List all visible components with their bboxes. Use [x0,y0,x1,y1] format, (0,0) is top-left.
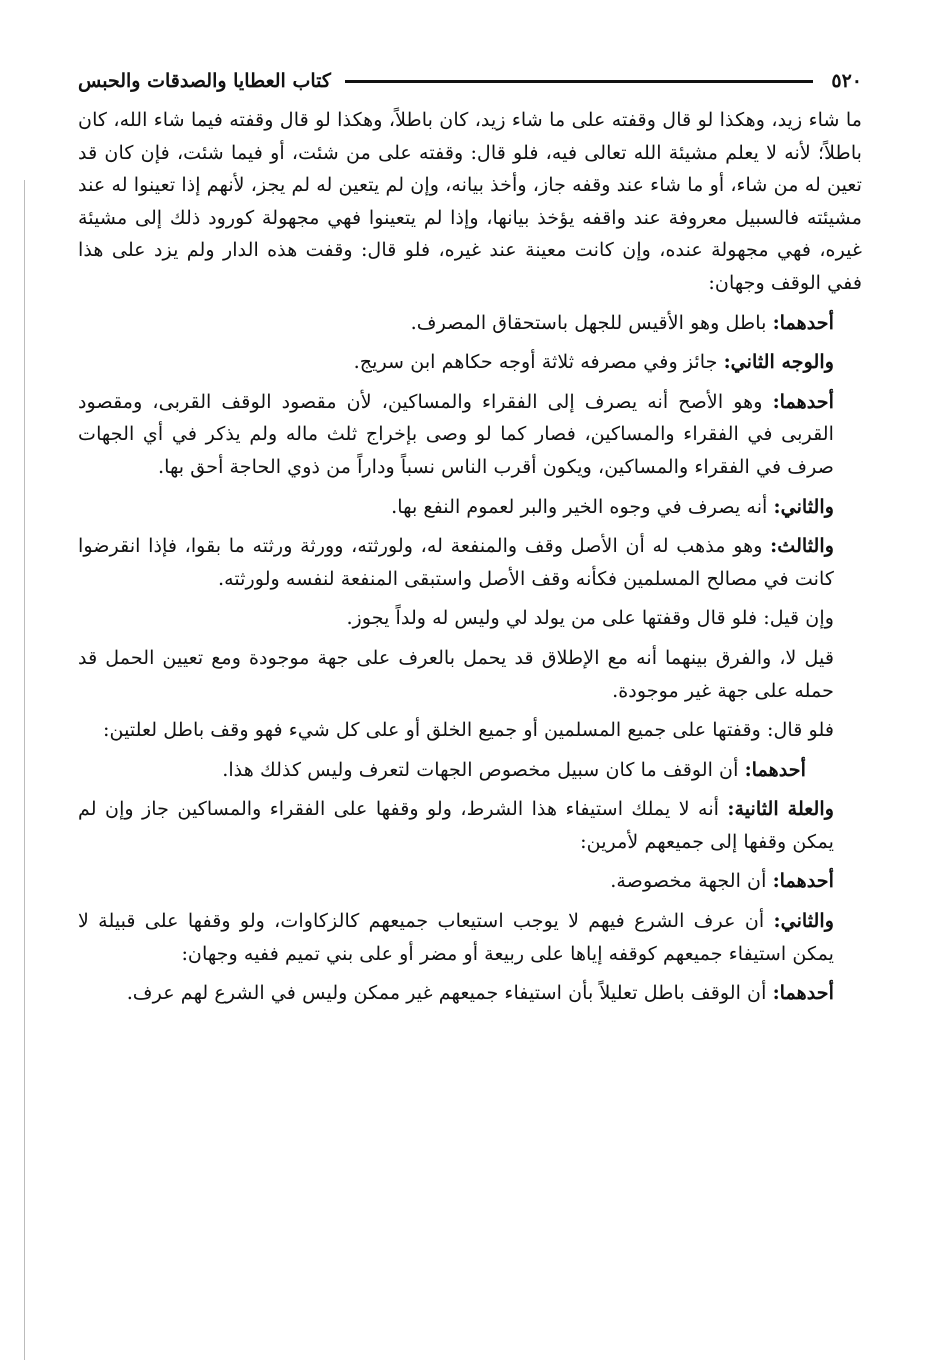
paragraph [78,754,862,787]
paragraph [78,386,862,484]
paragraph-lead: أحدهما: [772,981,834,1005]
paragraph [78,346,862,379]
paragraph [78,602,862,635]
paragraph-text: باطل وهو الأقيس للجهل باستحقاق المصرف. [410,310,767,334]
paragraph-text: أن الوقف باطل تعليلاً بأن استيفاء جميعهم غير ممكن وليس في الشرع لهم عرف. [126,981,767,1005]
header-rule [345,80,813,83]
paragraph-lead: أحدهما: [772,389,834,413]
paragraph [78,307,862,340]
paragraph [78,977,862,1010]
paragraph-text: ما شاء زيد، وهكذا لو قال وقفته على ما شاء زيد، كان باطلاً، وهكذا لو قال وقفته فيما شاء الله، كان باطلاً؛ لأنه لا يعلم مشيئة الله تعالى فيه، فلو قال: وقفته على من شئت، أو فيما شئت، فإن كان قد تعين له من شاء، أو ما شاء عند وقفه جاز، وأخذ بيانه، وإن لم يتعين له لم يجز، لأنهم إذا تعينوا له عند مشيئته فالسبيل معروفة عند واقفه يؤخذ بيانها، وإذا لم يتعينوا فهي مجهولة كورود ذلك إلى مشيئة غيره، فهي مجهولة عنده، وإن كانت معينة عند غيره، فلو قال: وقفت هذه الدار ولم يزد على هذا ففي الوقف وجهان: [78,108,862,294]
body-text [78,104,862,1010]
paragraph-text: أنه يصرف في وجوه الخير والبر لعموم النفع بها. [391,494,768,518]
scan-margin-line [24,180,25,1360]
paragraph [78,714,862,747]
paragraph-lead: والوجه الثاني: [723,350,834,374]
document-page [78,56,862,1331]
paragraph-text: فلو قال: وقفتها على جميع المسلمين أو جميع الخلق أو على كل شيء فهو وقف باطل لعلتين: [103,718,834,742]
page-header [78,56,862,92]
paragraph-lead: أحدهما: [772,310,834,334]
paragraph [78,793,862,858]
paragraph-lead: والثاني: [773,494,834,518]
paragraph [78,530,862,595]
paragraph-text: أن عرف الشرع فيهم لا يوجب استيعاب جميعهم كالزكاوات، ولو وقفها على قبيلة لا يمكن استيفاء جميعهم كوقفه إياها على ربيعة أو مضر أو على بني تميم ففيه وجهان: [78,909,834,965]
paragraph [78,865,862,898]
paragraph-text: وإن قيل: فلو قال وقفتها على من يولد لي وليس له ولداً يجوز. [346,606,834,630]
paragraph-text: وهو الأصح أنه يصرف إلى الفقراء والمساكين، لأن مقصود الوقف القربى، ومقصود القربى في الفقراء والمساكين، فصار كما لو وصى بإخراج ثلث ماله ولم يذكر في أي الجهات صرف في الفقراء والمساكين، ويكون أقرب الناس نسباً وداراً من ذوي الحاجة أحق بها. [78,389,834,478]
paragraph-lead: أحدهما: [772,869,834,893]
book-title: كتاب العطايا والصدقات والحبس [78,70,331,92]
paragraph-lead: والثاني: [773,909,834,933]
paragraph-text: قيل لا، والفرق بينهما أنه مع الإطلاق قد يحمل بالعرف على جهة موجودة ومع تعيين الحمل قد حمله على جهة غير موجودة. [78,645,834,702]
paragraph-text: أن الجهة مخصوصة. [610,869,767,893]
paragraph-text: جائز وفي مصرفه ثلاثة أوجه حكاهم ابن سريج. [353,350,718,374]
paragraph [78,104,862,300]
paragraph-text: أنه لا يملك استيفاء هذا الشرط، ولو وقفها على الفقراء والمساكين جاز وإن لم يمكن وقفها إلى جميعهم لأمرين: [78,797,834,853]
paragraph [78,905,862,970]
page-number: ٥٢٠ [831,70,862,92]
paragraph-text: أن الوقف ما كان سبيل مخصوص الجهات لتعرف وليس كذلك هذا. [222,757,739,781]
paragraph [78,491,862,524]
paragraph-lead: أحدهما: [744,757,806,781]
paragraph [78,642,862,707]
paragraph-lead: والعلة الثانية: [727,797,834,821]
paragraph-text: وهو مذهب له أن الأصل وقف والمنفعة له، ولورثته، وورثة ورثته ما بقوا، فإذا انقرضوا كانت في مصالح المسلمين فكأنه وقف الأصل واستبقى المنفعة لنفسه ولورثته. [78,534,834,590]
paragraph-lead: والثالث: [770,534,835,558]
